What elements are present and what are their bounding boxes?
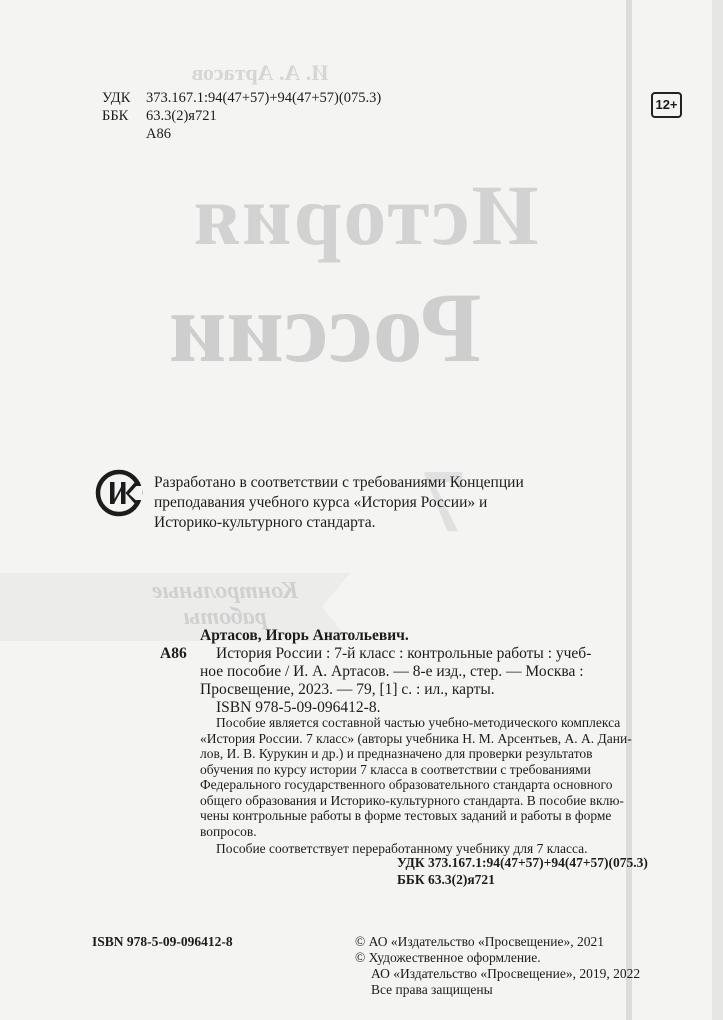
annotation-line-4: обучения по курсу истории 7 класса в соответствии с требованиями bbox=[200, 761, 591, 777]
annotation-block bbox=[200, 715, 632, 857]
annotation-line-2: «История России. 7 класс» (авторы учебника Н. М. Арсентьев, А. А. Дани- bbox=[200, 730, 632, 746]
copyright-line-2: © Художественное оформление. bbox=[355, 950, 541, 965]
annotation-line-3: лов, И. В. Курукин и др.) и предназначено для проверки результатов bbox=[200, 746, 593, 761]
page-edge-margin bbox=[712, 0, 723, 1020]
author-code: А86 bbox=[146, 126, 171, 142]
annotation-line-5: Федерального государственного образовательного стандарта основного bbox=[200, 777, 613, 792]
bleed-through-ribbon-text bbox=[105, 578, 345, 630]
footer-udk: УДК 373.167.1:94(47+57)+94(47+57)(075.3) bbox=[397, 855, 648, 870]
rights-line: Все права защищены bbox=[371, 982, 493, 997]
annotation-line-7: чены контрольные работы в форме тестовых заданий и работы в форме bbox=[200, 808, 612, 823]
catalog-code: А86 bbox=[160, 645, 187, 662]
udk-header-block bbox=[102, 89, 381, 143]
udk-line bbox=[102, 89, 381, 107]
bleed-through-ribbon-line1: Контрольные bbox=[151, 578, 299, 604]
catalog-line-2: ное пособие / И. А. Артасов. — 8-е изд., стер. — Москва : bbox=[200, 663, 584, 680]
bleed-through-grade: 7 bbox=[422, 452, 468, 551]
concept-notice bbox=[154, 473, 524, 533]
bleed-through-title-line2: России bbox=[168, 272, 482, 383]
historical-cultural-standard-logo-icon bbox=[95, 469, 143, 517]
concept-line-1: Разработано в соответствии с требованиями Концепции bbox=[154, 474, 524, 491]
catalog-author: Артасов, Игорь Анатольевич. bbox=[200, 627, 409, 644]
catalog-description bbox=[216, 645, 591, 663]
copyright-line-3: АО «Издательство «Просвещение», 2019, 2022 bbox=[371, 966, 641, 981]
bbk-line bbox=[102, 107, 381, 125]
copyright-line-1: © АО «Издательство «Просвещение», 2021 bbox=[355, 934, 604, 949]
annotation-line-8: вопросов. bbox=[200, 823, 257, 839]
udk-value: 373.167.1:94(47+57)+94(47+57)(075.3) bbox=[146, 90, 382, 106]
catalog-continuation bbox=[200, 663, 584, 699]
catalog-line-1: История России : 7-й класс : контрольные работы : учеб- bbox=[216, 645, 592, 662]
concept-line-2: преподавания учебного курса «История России» и bbox=[154, 494, 488, 511]
footer-bbk: ББК 63.3(2)я721 bbox=[397, 872, 495, 887]
concept-line-3: Историко-культурного стандарта. bbox=[154, 514, 376, 531]
bleed-through-author: И. А. Артасов bbox=[191, 60, 329, 85]
catalog-line-3: Просвещение, 2023. — 79, [1] с. : ил., карты. bbox=[200, 681, 495, 698]
udk-label: УДК bbox=[102, 90, 131, 106]
bbk-value: 63.3(2)я721 bbox=[146, 108, 217, 124]
author-code-line bbox=[102, 125, 381, 143]
annotation-line-1: Пособие является составной частью учебно-методического комплекса bbox=[216, 715, 621, 730]
bleed-through-ribbon-line2: работы bbox=[183, 604, 267, 630]
catalog-isbn: ISBN 978-5-09-096412-8. bbox=[216, 699, 381, 716]
age-rating-badge: 12+ bbox=[651, 92, 682, 118]
annotation-note: Пособие соответствует переработанному учебнику для 7 класса. bbox=[216, 841, 588, 856]
bottom-isbn: ISBN 978-5-09-096412-8 bbox=[92, 934, 233, 949]
bleed-through-title-line1: История bbox=[191, 167, 539, 263]
annotation-line-6: общего образования и Историко-культурного стандарта. В пособие вклю- bbox=[200, 792, 624, 808]
bbk-label: ББК bbox=[102, 108, 129, 124]
copyright-block bbox=[355, 934, 640, 998]
